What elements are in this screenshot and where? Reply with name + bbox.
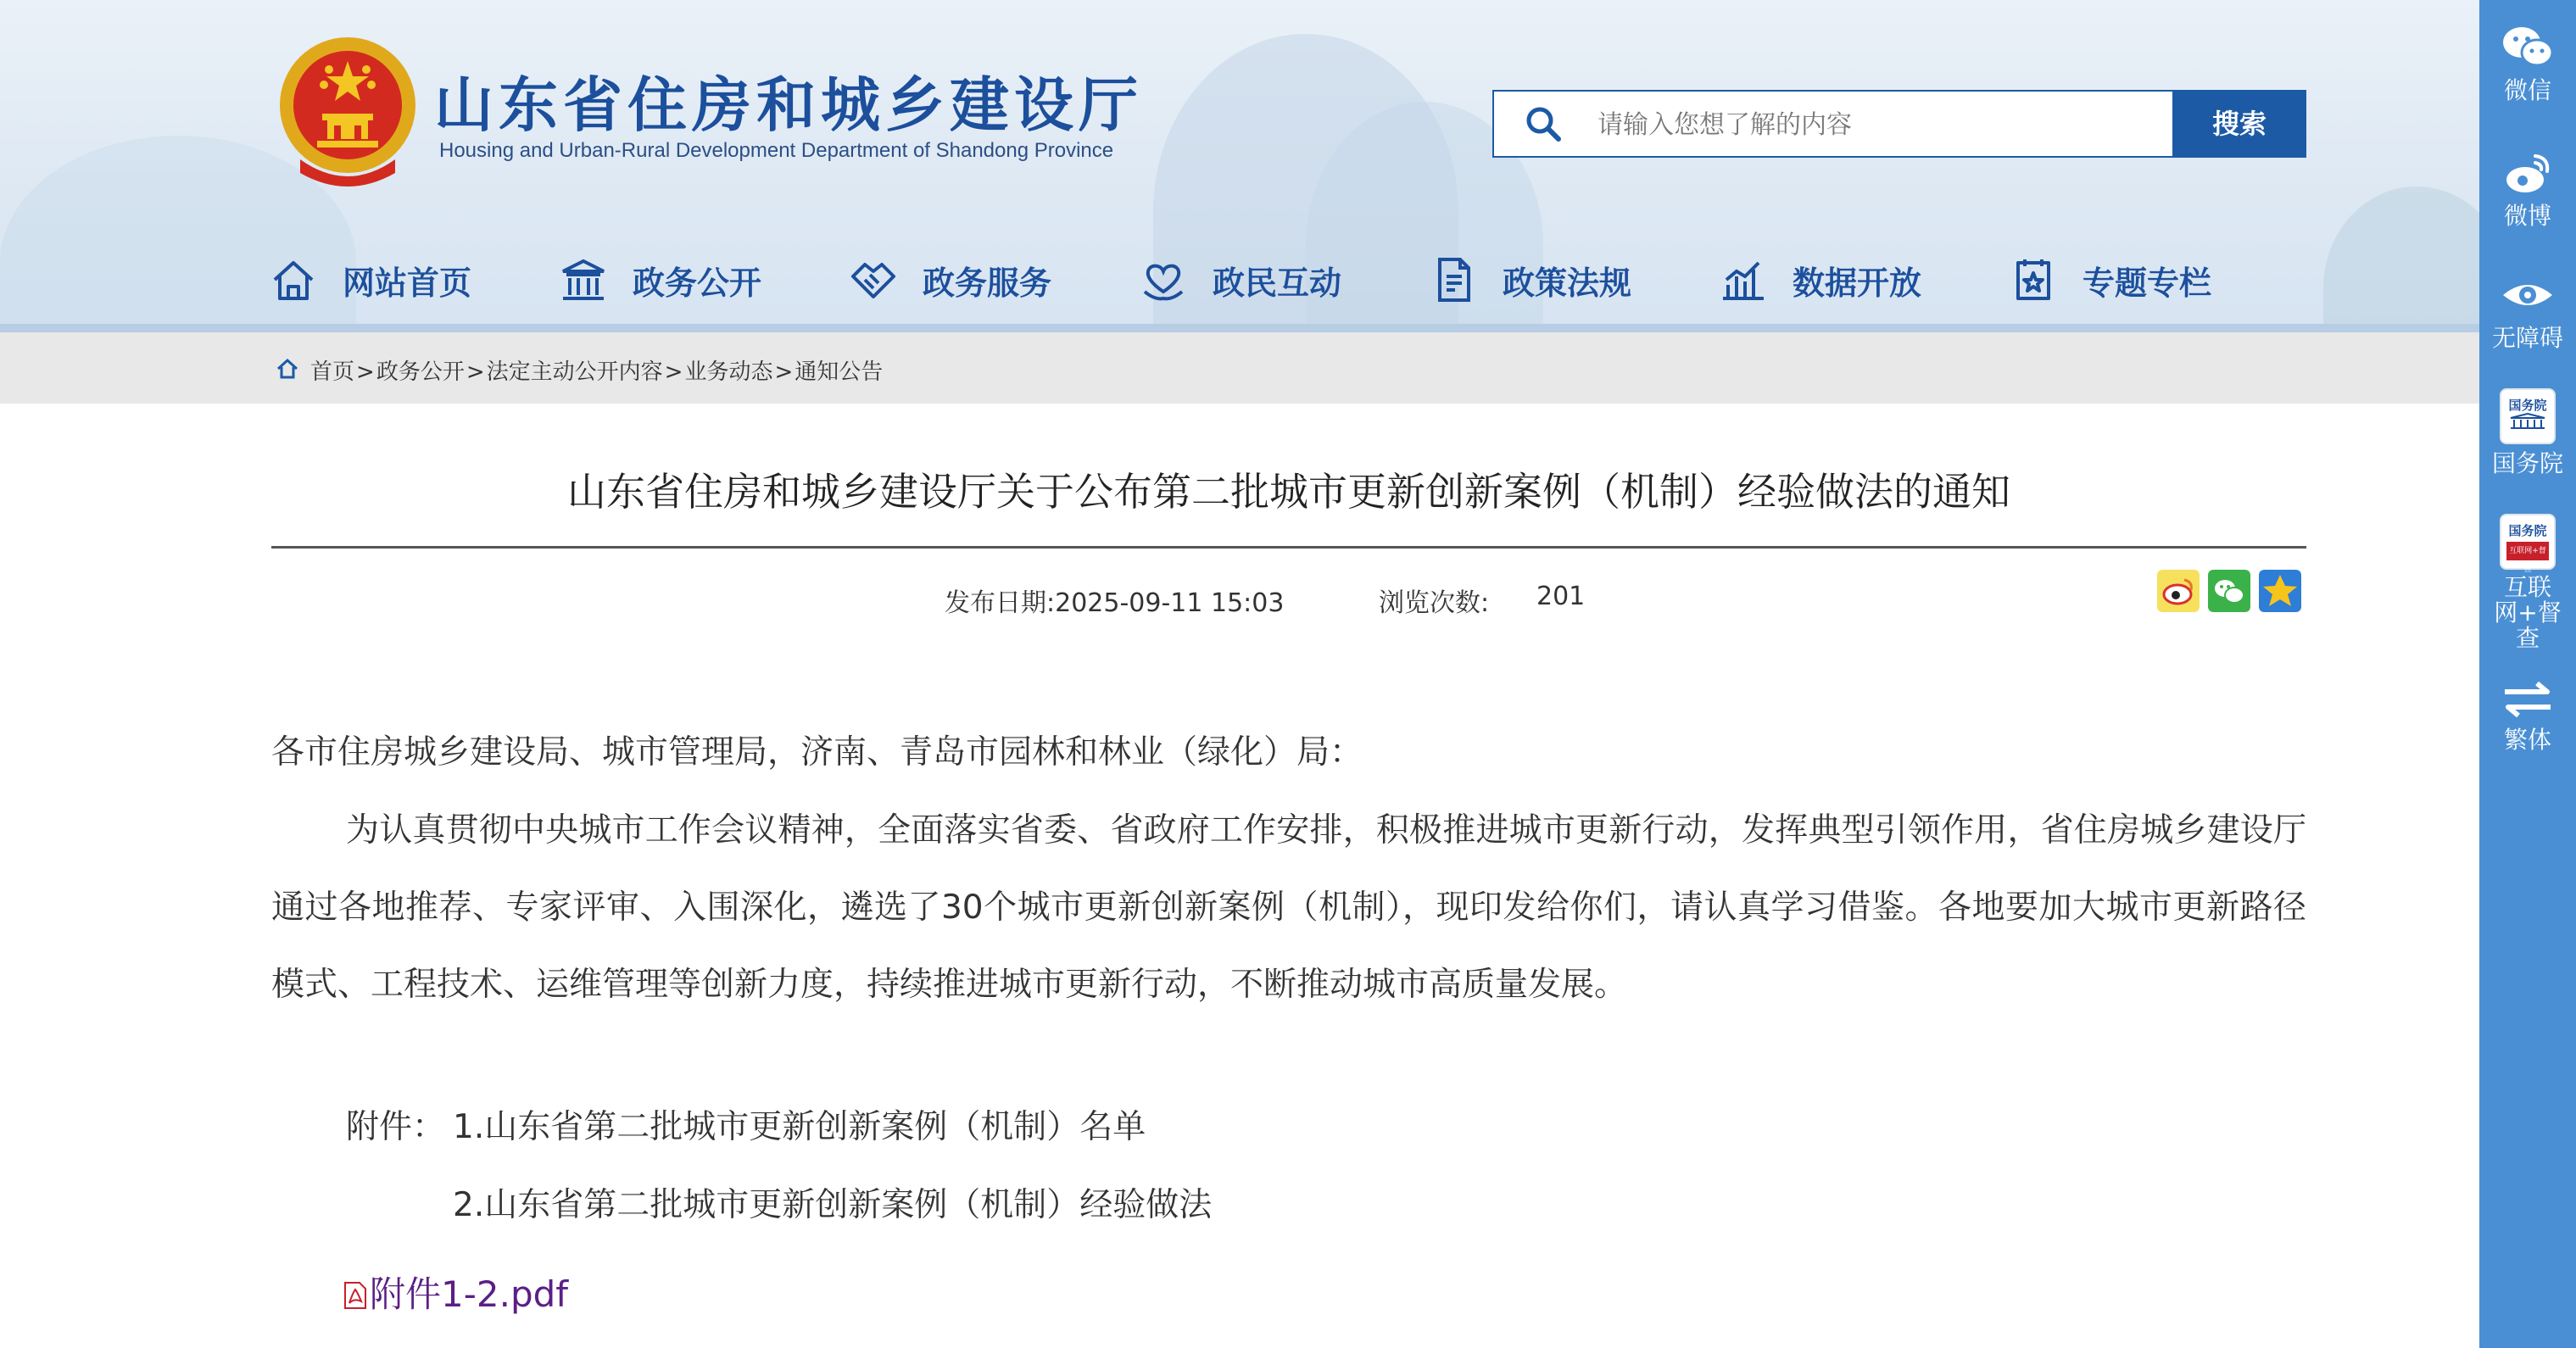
attachment-item-1: 1.山东省第二批城市更新创新案例（机制）名单 — [453, 1108, 1146, 1146]
article-salutation: 各市住房城乡建设局、城市管理局，济南、青岛市园林和林业（绿化）局： — [271, 733, 1363, 771]
right-toolbar — [2479, 0, 2576, 1348]
search-input[interactable] — [1596, 100, 2074, 149]
internet-supervision-icon — [2500, 514, 2556, 574]
search-icon — [1525, 105, 1562, 142]
supervision-badge-text: 互联网+督查 — [2506, 542, 2549, 560]
state-council-badge-text: 国务院 — [2508, 398, 2547, 413]
publish-date: 发布日期:2025-09-11 15:03 — [945, 588, 1285, 618]
site-title: 山东省住房和城乡建设厅 — [434, 70, 1143, 140]
government-building-icon — [558, 254, 609, 305]
main-nav — [268, 246, 2298, 314]
wechat-icon[interactable] — [2208, 570, 2250, 612]
article-title: 山东省住房和城乡建设厅关于公布第二批城市更新创新案例（机制）经验做法的通知 — [567, 469, 2010, 515]
eye-icon — [2500, 271, 2556, 319]
toolbar-accessibility[interactable] — [2479, 271, 2576, 353]
search-box — [1492, 90, 2306, 158]
toolbar-weibo-label: 微博 — [2503, 202, 2551, 230]
attachment-pdf-link[interactable] — [343, 1267, 568, 1317]
toolbar-traditional-chinese[interactable] — [2479, 678, 2576, 755]
site-header — [0, 0, 2479, 329]
nav-item-label: 政务服务 — [923, 264, 1052, 302]
breadcrumb-separator: > — [356, 359, 375, 385]
toolbar-wechat[interactable] — [2479, 24, 2576, 105]
home-icon — [276, 358, 298, 380]
toolbar-weibo[interactable] — [2479, 149, 2576, 231]
nav-item-label: 数据开放 — [1793, 264, 1922, 302]
weibo-icon — [2500, 149, 2556, 197]
switch-arrows-icon — [2500, 678, 2556, 721]
breadcrumb-notices[interactable]: 通知公告 — [795, 359, 884, 385]
breadcrumb-separator: > — [774, 359, 794, 385]
article-body: 为认真贯彻中央城市工作会议精神，全面落实省委、省政府工作安排，积极推进城市更新行动，发挥典型引领作用，省住房城乡建设厅通过各地推荐、专家评审、入围深化，遴选了30个城市更新创新案例（机制），现印发给你们，请认真学习借鉴。各地要加大城市更新路径模式、工程技术、运维管理等创新力度，持续推进城市更新行动，不断推动城市高质量发展。 — [271, 811, 2306, 1004]
building-icon — [2507, 413, 2548, 430]
header-divider — [0, 324, 2479, 332]
breadcrumb-statutory-content[interactable]: 法定主动公开内容 — [486, 359, 663, 385]
toolbar-traditional-label: 繁体 — [2503, 726, 2551, 754]
nav-item-label: 网站首页 — [343, 264, 472, 302]
toolbar-internet-supervision-label: 互联网+督查 — [2494, 573, 2562, 652]
nav-item-government-affairs[interactable] — [558, 246, 848, 314]
nav-item-interaction[interactable] — [1138, 246, 1428, 314]
attachment-pdf-label: 附件1-2.pdf — [370, 1273, 569, 1315]
toolbar-state-council-label: 国务院 — [2491, 449, 2563, 477]
breadcrumb — [0, 332, 2479, 404]
nav-item-open-data[interactable] — [1718, 246, 2008, 314]
nav-item-home[interactable] — [268, 246, 558, 314]
state-council-icon — [2500, 388, 2556, 444]
weibo-icon[interactable] — [2157, 570, 2200, 612]
heart-hand-icon — [1138, 254, 1189, 305]
nav-item-services[interactable] — [848, 246, 1138, 314]
toolbar-accessibility-label: 无障碍 — [2491, 324, 2563, 352]
attachments-label: 附件： — [346, 1108, 446, 1146]
nav-item-label: 政务公开 — [633, 264, 762, 302]
nav-item-policy[interactable] — [1428, 246, 1718, 314]
views-count: 201 — [1536, 582, 1586, 611]
wechat-icon — [2500, 24, 2556, 71]
nav-item-label: 专题专栏 — [2083, 264, 2212, 302]
toolbar-internet-supervision[interactable] — [2479, 514, 2576, 651]
title-divider — [271, 546, 2306, 549]
header-scenery — [2323, 187, 2479, 329]
attachment-item-2: 2.山东省第二批城市更新创新案例（机制）经验做法 — [453, 1186, 1213, 1224]
handshake-icon — [848, 254, 899, 305]
nav-item-topics[interactable] — [2008, 246, 2298, 314]
breadcrumb-business-news[interactable]: 业务动态 — [684, 359, 773, 385]
breadcrumb-home[interactable]: 首页 — [310, 359, 355, 385]
search-button[interactable]: 搜索 — [2172, 90, 2306, 158]
toolbar-state-council[interactable] — [2479, 388, 2576, 478]
breadcrumb-separator: > — [466, 359, 485, 385]
nav-item-label: 政策法规 — [1503, 264, 1632, 302]
state-council-badge-text: 国务院 — [2508, 523, 2547, 538]
views-label: 浏览次数: — [1379, 588, 1490, 618]
breadcrumb-government-affairs[interactable]: 政务公开 — [376, 359, 465, 385]
national-emblem-logo — [275, 32, 421, 190]
breadcrumb-separator: > — [664, 359, 683, 385]
toolbar-wechat-label: 微信 — [2503, 76, 2551, 104]
document-icon — [1428, 254, 1479, 305]
site-subtitle: Housing and Urban-Rural Development Department of Shandong Province — [439, 139, 1114, 162]
pdf-icon — [343, 1281, 368, 1310]
qzone-icon[interactable] — [2259, 570, 2301, 612]
home-icon — [268, 254, 319, 305]
chart-icon — [1718, 254, 1769, 305]
nav-item-label: 政民互动 — [1213, 264, 1342, 302]
topic-icon — [2008, 254, 2059, 305]
